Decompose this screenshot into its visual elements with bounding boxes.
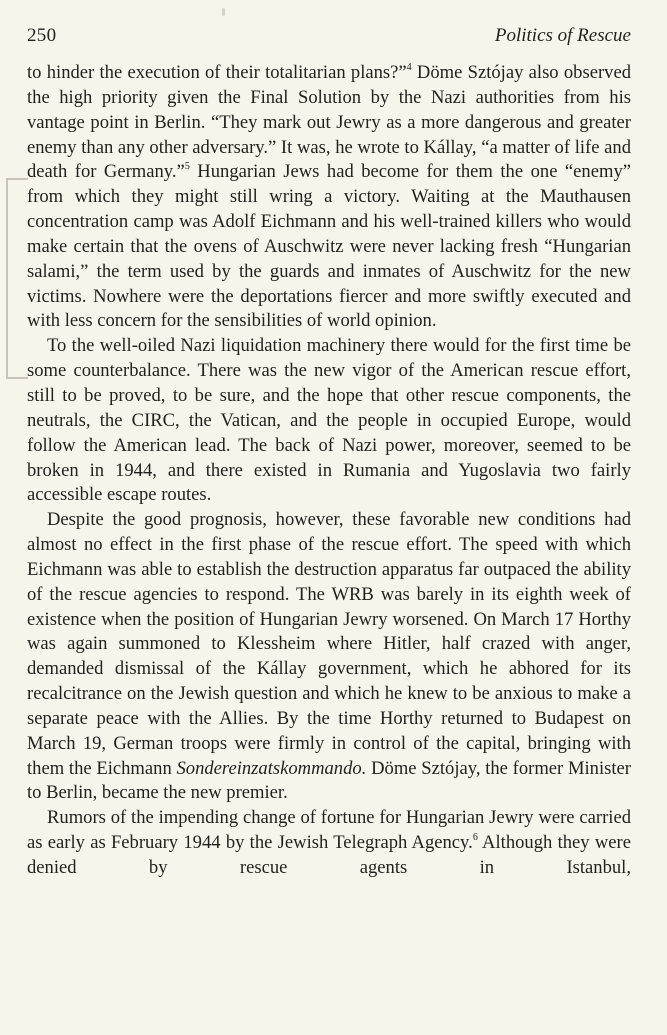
- text-segment: Döme Sztójay also observed the high priority given the Final Solution by the Nazi authorities from his vantage point in Berlin. “They mark out Jewry as a more dangerous and greater enemy than any other adversary.” It was, he wrote to Kállay, “a matter of life and death for Germany.”: [27, 62, 631, 183]
- footnote-ref-5: 5: [184, 161, 190, 173]
- running-title: Politics of Rescue: [494, 25, 631, 46]
- book-page: [27, 20, 631, 881]
- body-text: [27, 61, 631, 881]
- paragraph-3: [27, 508, 631, 806]
- footnote-ref-6: 6: [472, 832, 478, 844]
- italic-term: Sondereinzatskommando.: [176, 757, 367, 779]
- running-head: [27, 20, 631, 52]
- paragraph-2: [27, 334, 631, 508]
- footnote-ref-4: 4: [406, 62, 412, 73]
- text-segment: Despite the good prognosis, however, these favorable new conditions had almost no effect in the first phase of the rescue effort. The speed with which Eichmann was able to establish the destruction apparatus far outpaced the ability of the rescue agencies to respond. The WRB was barely in its eighth week of existence when the position of Hungarian Jewry worsened. On March 17 Horthy was again summoned to Klessheim where Hitler, half crazed with anger, demanded dismissal of the Kállay government, which he abhored for its recalcitrance on the Jewish question and which he knew to be anxious to make a separate peace with the Allies. By the time Horthy returned to Budapest on March 19, German troops were firmly in control of the capital, bringing with them the Eichmann: [27, 509, 631, 779]
- text-segment: Hungarian Jews had become for them the one “enemy” from which they might still wring a victory. Waiting at the Mauthausen concentration camp was Adolf Eichmann and his well-trained killers who would make certain that the ovens of Auschwitz were never lacking fresh “Hungarian salami,” the term used by the guards and inmates of Auschwitz for the new victims. Nowhere were the deportations fiercer and more swiftly executed and with less concern for the sensibilities of world opinion.: [27, 161, 631, 332]
- page-number: 250: [27, 25, 57, 46]
- paragraph-1: [27, 61, 631, 334]
- paragraph-4: [27, 806, 631, 881]
- scan-smudge: [222, 8, 225, 16]
- text-segment: To the well-oiled Nazi liquidation machinery there would for the first time be some counterbalance. There was the new vigor of the American rescue effort, still to be proved, to be sure, and the hope that other rescue components, the neutrals, the CIRC, the Vatican, and the people in occupied Europe, would follow the American lead. The back of Nazi power, moreover, seemed to be broken in 1944, and there existed in Rumania and Yugoslavia two fairly accessible escape routes.: [27, 335, 631, 506]
- text-segment: to hinder the execution of their totalitarian plans?”: [27, 62, 407, 83]
- margin-mark-tick-top: [6, 178, 28, 180]
- text-segment: Rumors of the impending change of fortune for Hungarian Jewry were carried as early as February 1944 by the Jewish Telegraph Agency.: [27, 807, 631, 854]
- margin-mark-tick-bottom: [6, 377, 28, 379]
- margin-mark-left: [6, 178, 8, 378]
- text-segment: Although they were denied by rescue agents in Istanbul,: [27, 832, 631, 878]
- text-segment: Döme Sztójay, the former Minister to Berlin, became the new premier.: [27, 757, 631, 804]
